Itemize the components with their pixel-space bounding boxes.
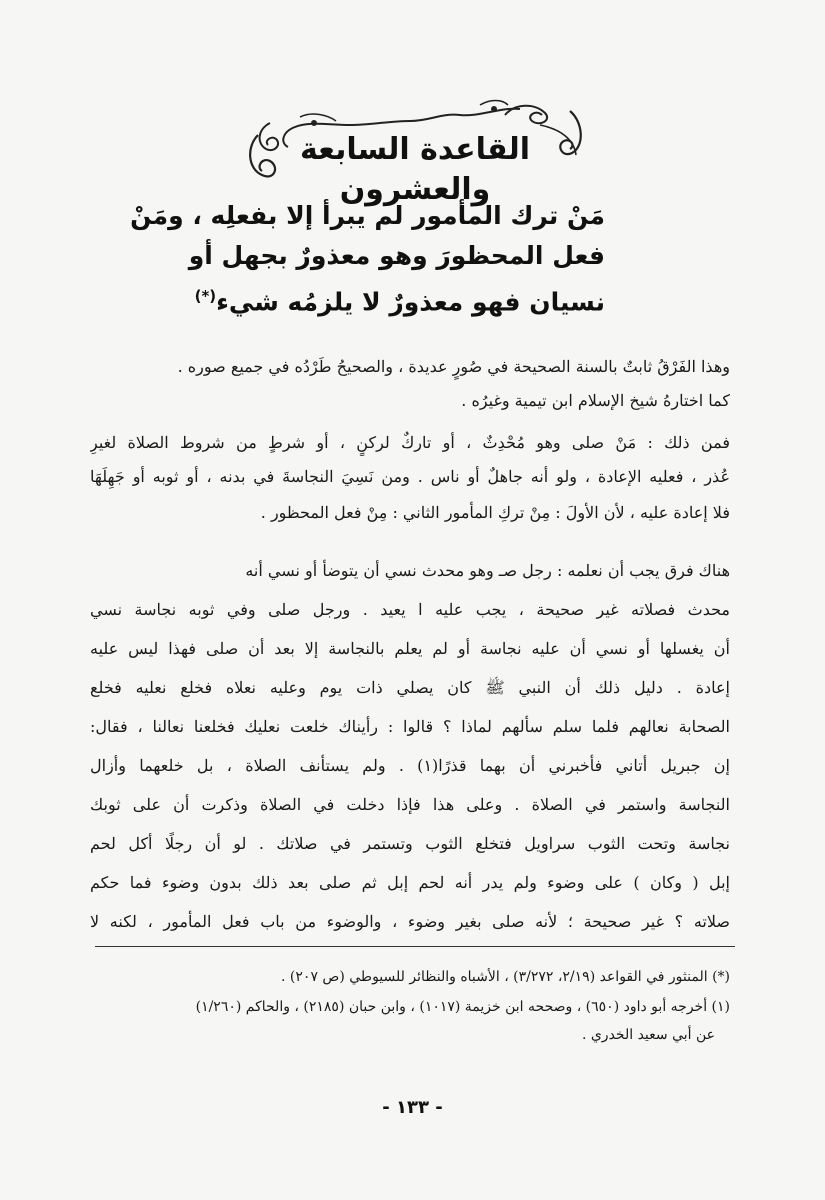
body-text-line: نجاسة وتحت الثوب سراويل فتخلع الثوب وتستمر في صلاتك . لو أن رجلًا أكل لحم [90,834,730,853]
body-text-line: كما اختارهُ شيخ الإسلام ابن تيمية وغيرُه . [461,391,730,410]
body-text-line: هناك فرق يجب أن نعلمه : رجل صـ وهو محدث نسي أن يتوضأ أو نسي أنه [245,561,730,580]
footnote-marker: (*) [194,287,217,305]
body-text-line: صلاته ؟ غير صحيحة ؛ لأنه صلى بغير وضوء ، والوضوء من باب فعل المأمور ، لكنه لا [90,912,730,931]
rule-statement-line [194,276,605,317]
chapter-title: القاعدة السابعة والعشرون [299,132,531,207]
body-text-line: أن يغسلها أو نسي أن عليه نجاسة أو لم يعلم بالنجاسة إلا بعد أن صلى فهذا ليس عليه [90,639,730,658]
body-text-line: النجاسة واستمر في الصلاة . وعلى هذا فإذا دخلت في الصلاة وذكرت أن على ثوبك [90,795,730,814]
rule-statement-line: مَنْ ترك المأمور لم يبرأ إلا بفعلِه ، ومَنْ [130,201,605,230]
rule-statement-line-text: نسيان فهو معذورٌ لا يلزمُه شيء [216,287,605,317]
body-text-line: فلا إعادة عليه ، لأن الأولَ : مِنْ تركِ المأمور الثاني : مِنْ فعل المحظور . [260,503,730,522]
body-text-line: إن جبريل أتاني فأخبرني أن بهما قذرًا(١) . ولم يستأنف الصلاة ، بل خلعهما وأزال [90,756,730,775]
body-text-line: إعادة . دليل ذلك أن النبي ﷺ كان يصلي ذات يوم وعليه نعلاه فخلع نعليه فخلع [90,678,730,697]
body-text-line: فمن ذلك : مَنْ صلى وهو مُحْدِثٌ ، أو تاركٌ لركنٍ ، أو شرطٍ من شروط الصلاة لغيرِ [90,433,730,452]
body-text-line: الصحابة نعالهم فلما سلم سألهم لماذا ؟ قالوا : رأيناك خلعت نعليك فخلعنا نعالنا ، فقال: [90,717,730,736]
footnote: (١) أخرجه أبو داود (٦٥٠) ، وصححه ابن خزيمة (١٠١٧) ، وابن حبان (٢١٨٥) ، والحاكم (١/٢٦٠) [195,999,730,1015]
body-text-line: إبل ( وكان ) على وضوء ولم يدر أنه لحم إبل ثم صلى بعد ذلك بدون وضوء فما حكم [90,873,730,892]
footnote-continuation: عن أبي سعيد الخدري . [581,1027,715,1043]
page-number: - ١٣٣ - [382,1097,443,1118]
body-text-line: وهذا الفَرْقُ ثابتٌ بالسنة الصحيحة في صُورٍ عديدة ، والصحيحُ طَرْدُه في جميع صوره . [177,357,730,376]
rule-statement [130,196,605,317]
rule-statement-line: فعل المحظورَ وهو معذورٌ بجهل أو [188,241,605,270]
body-text-line: محدث فصلاته غير صحيحة ، يجب عليه ا يعيد . ورجل صلى وفي ثوبه نجاسة نسي [90,600,730,619]
body-text-line: عُذر ، فعليه الإعادة ، ولو أنه جاهلٌ أو ناس . ومن نَسِيَ النجاسةَ في بدنه ، أو ثوبه أو جَهِلَهَا [90,467,730,486]
footnote-divider [95,946,735,947]
footnote: (*) المنثور في القواعد (٢/١٩، ٣/٢٧٢) ، الأشباه والنظائر للسيوطي (ص ٢٠٧) . [281,969,730,985]
